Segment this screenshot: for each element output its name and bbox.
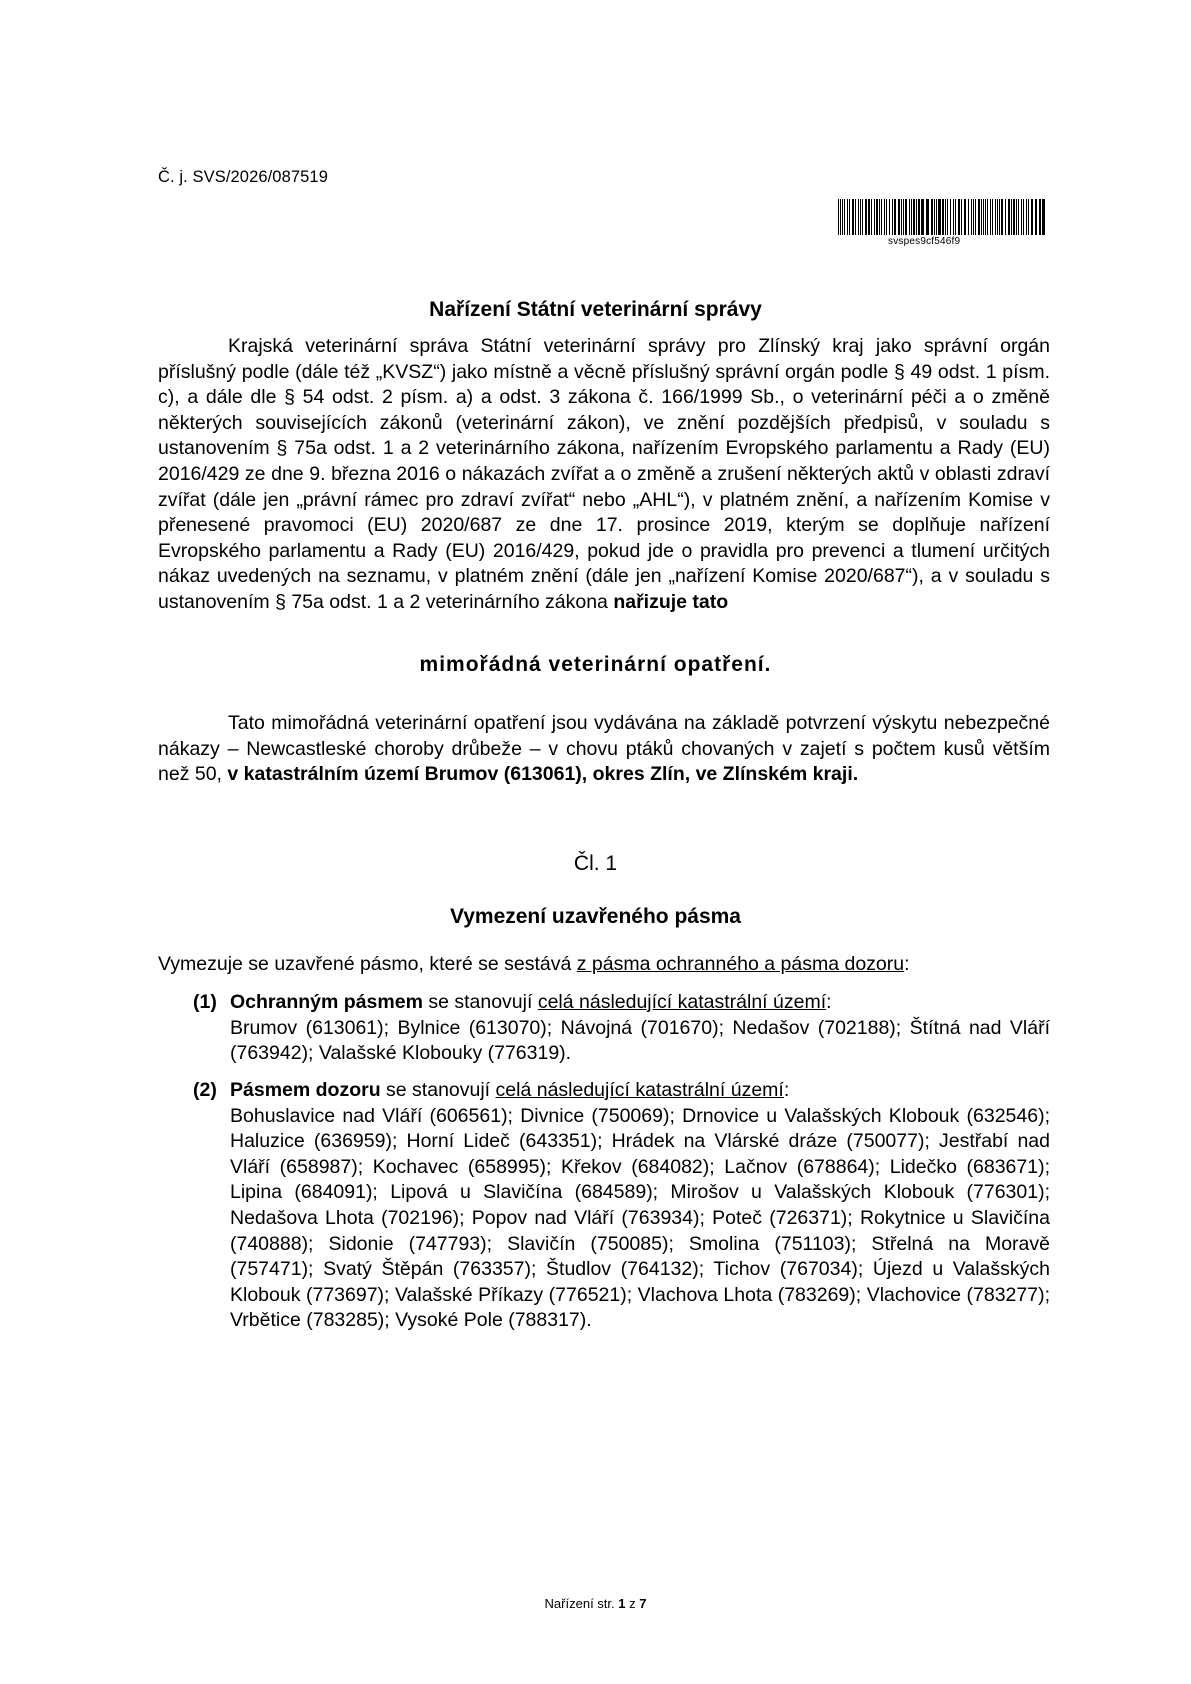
list-item-protection-zone xyxy=(193,990,1050,1067)
footer-separator: z xyxy=(625,1596,640,1611)
list-item-surveillance-zone xyxy=(193,1078,1050,1334)
list-item-areas: Bohuslavice nad Vláří (606561); Divnice (750069); Drnovice u Valašských Klobouk (632546); Haluzice (636959); Horní Lideč (643351); Hrádek na Vlárské dráze (750077); Jestřabí nad Vláří (658987); Kochavec (658995); Křekov (684082); Lačnov (678864); Lidečko (683671); Lipina (684091); Lipová u Slavičína (684589); Mirošov u Valašských Klobouk (776301); Nedašova Lhota (702196); Popov nad Vláří (763934); Poteč (726371); Rokytnice u Slavičína (740888); Sidonie (747793); Slavičín (750085); Smolina (751103); Střelná na Moravě (757471); Svatý Štěpán (763357); Študlov (764132); Tichov (767034); Újezd u Valašských Klobouk (773697); Valašské Příkazy (776521); Vlachova Lhota (783269); Vlachovice (783277); Vrbětice (783285); Vysoké Pole (788317). xyxy=(230,1104,1050,1332)
intro-paragraph xyxy=(158,334,1050,616)
intro-text: Krajská veterinární správa Státní veterinární správy pro Zlínský kraj jako správní orgán příslušný podle (dále též „KVSZ“) jako místně a věcně příslušný správní orgán podle § 49 odst. 1 písm. c), a dále dle § 54 odst. 2 písm. a) a odst. 3 zákona č. 166/1999 Sb., o veterinární péči a o změně některých souvisejících zákonů (veterinární zákon), ve znění pozdějších předpisů, v souladu s ustanovením § 75a odst. 1 a 2 veterinárního zákona, nařízením Evropského parlamentu a Rady (EU) 2016/429 ze dne 9. března 2016 o nákazách zvířat a o změně a zrušení některých aktů v oblasti zdraví zvířat (dále jen „právní rámec pro zdraví zvířat“ nebo „AHL“), v platném znění, a nařízením Komise v přenesené pravomoci (EU) 2020/687 ze dne 17. prosince 2019, kterým se doplňuje nařízení Evropského parlamentu a Rady (EU) 2016/429, pokud jde o pravidla pro prevenci a tlumení určitých nákaz uvedených na seznamu, v platném znění (dále jen „nařízení Komise 2020/687“), a v souladu s ustanovením § 75a odst. 1 a 2 veterinárního zákona xyxy=(158,335,1050,613)
measures-bold: v katastrálním území Brumov (613061), okres Zlín, ve Zlínském kraji. xyxy=(227,763,859,786)
zone-intro-underline: z pásma ochranného a pásma dozoru xyxy=(576,953,905,975)
list-item-areas: Brumov (613061); Bylnice (613070); Návojná (701670); Nedašov (702188); Štítná nad Vláří (763942); Valašské Klobouky (776319). xyxy=(230,1016,1050,1065)
footer-page-total: 7 xyxy=(639,1596,647,1611)
zone-intro-text: Vymezuje se uzavřené pásmo, které se sestává xyxy=(158,953,577,975)
footer-page-number: 1 xyxy=(618,1596,626,1611)
zone-intro-end: : xyxy=(904,953,910,975)
measures-paragraph xyxy=(158,711,1050,788)
intro-bold: nařizuje tato xyxy=(613,590,729,613)
page-footer xyxy=(0,1596,1191,1611)
list-item-label-end: : xyxy=(826,991,832,1013)
barcode xyxy=(838,199,1048,247)
document-title: Nařízení Státní veterinární správy xyxy=(429,298,762,321)
list-item-number: (2) xyxy=(193,1079,217,1101)
barcode-code: svspes9cf546f9 xyxy=(888,236,961,247)
list-item-label-text: se stanovují xyxy=(380,1079,496,1101)
list-item-label: Pásmem dozoru xyxy=(230,1079,381,1101)
article-number: Čl. 1 xyxy=(573,852,618,875)
list-item-label-underline: celá následující katastrální území xyxy=(495,1079,784,1101)
measures-text: Tato mimořádná veterinární opatření jsou vydávána na základě potvrzení výskytu nebezpečné nákazy – Newcastleské choroby drůbeže – v chovu ptáků chovaných v zajetí s počtem kusů větším než 50, xyxy=(158,712,1050,786)
list-item-label-text: se stanovují xyxy=(422,991,538,1013)
article-title: Vymezení uzavřeného pásma xyxy=(449,905,741,928)
list-item-label: Ochranným pásmem xyxy=(230,991,423,1013)
measures-heading: mimořádná veterinární opatření. xyxy=(419,653,772,676)
list-item-label-end: : xyxy=(783,1079,790,1101)
zone-intro xyxy=(158,952,1050,978)
reference-number: Č. j. SVS/2026/087519 xyxy=(158,168,328,186)
barcode-icon xyxy=(838,199,1048,235)
list-item-number: (1) xyxy=(193,991,217,1013)
list-item-label-underline: celá následující katastrální území xyxy=(537,991,827,1013)
footer-prefix: Nařízení str. xyxy=(544,1596,619,1611)
